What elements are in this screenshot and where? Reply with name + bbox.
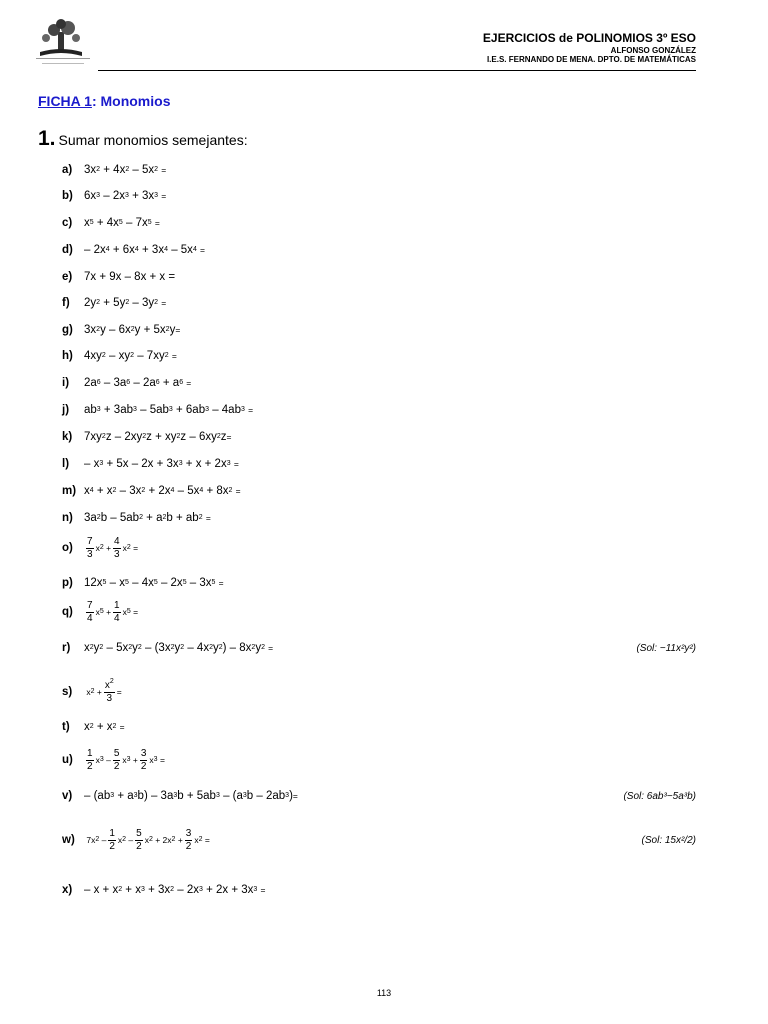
exercise-statement [38,127,248,151]
item-label: f) [62,297,70,309]
exercise-item-l [62,454,239,474]
item-label: q) [62,606,73,618]
exercise-item-q [62,599,139,624]
expression: 3a 2 b – 5ab 2 + a 2 b + ab 2 = [84,512,211,524]
ficha-link[interactable]: FICHA 1 [38,93,92,109]
expression: 12x 5 – x 5 – 4x 5 – 2x 5 – 3x 5 = [84,577,224,589]
exercise-item-e [62,267,175,287]
expression: 7x 2 – $\frac{1}{2}$ x 2 – $\frac{5}{2}$ x 2 + 2x 2 + $\frac{3}{2}$ x 2 = [84,827,210,852]
exercise-item-f [62,293,166,313]
expression: $\frac{1}{2}$ x 3 – $\frac{5}{2}$ x 3 + $\frac{3}{2}$ x 3 = [87,747,165,772]
section-title [38,93,170,109]
exercise-item-k [62,427,231,447]
item-label: j) [62,404,70,416]
section-subtitle: : Monomios [91,93,171,109]
expression: – (ab 3 + a 3 b) – 3a 3 b + 5ab 3 – (a 3 b – 2ab 3 ) = [84,790,298,802]
item-label: b) [62,190,73,202]
expression: x 4 + x 2 – 3x 2 + 2x 4 – 5x 4 + 8x 2 = [84,485,241,497]
exercise-item-m [62,481,241,501]
solution-w: (Sol: 15x²/2) [641,834,696,846]
expression: – 2x 4 + 6x 4 + 3x 4 – 5x 4 = [84,244,206,256]
exercise-item-u [62,747,165,772]
item-label: m) [62,485,77,497]
exercise-item-i [62,373,191,393]
item-label: a) [62,164,73,176]
expression: 4xy 2 – xy 2 – 7xy 2 = [84,350,177,362]
exercise-item-b [62,186,166,206]
exercise-item-c [62,213,160,233]
item-label: r) [62,642,71,654]
exercise-item-d [62,240,205,260]
item-label: i) [62,377,70,389]
expression: 3x 2 y – 6x 2 y + 5x 2 y = [84,324,181,336]
solution-v: (Sol: 6ab³−5a³b) [623,790,696,802]
item-label: o) [62,542,73,554]
item-label: e) [62,271,73,283]
page-number: 113 [376,988,392,998]
exercise-item-t [62,717,125,737]
item-label: h) [62,350,73,362]
exercise-item-p [62,573,224,593]
expression: – x + x 2 + x 3 + 3x 2 – 2x 3 + 2x + 3x 3 = [84,884,266,896]
expression: – x 3 + 5x – 2x + 3x 3 + x + 2x 3 = [84,458,239,470]
item-label: l) [62,458,70,470]
exercise-item-s [62,677,122,704]
item-label: w) [62,834,75,846]
exercise-item-g [62,320,180,340]
item-label: d) [62,244,73,256]
school-logo [32,18,94,70]
item-label: k) [62,431,73,443]
exercise-text: Sumar monomios semejantes: [58,132,248,148]
document-title: EJERCICIOS de POLINOMIOS 3º ESO [482,31,696,45]
item-label: u) [62,754,73,766]
expression: 3x 2 + 4x 2 – 5x 2 = [84,164,167,176]
exercise-item-j [62,400,253,420]
author-name: ALFONSO GONZÁLEZ [610,45,696,55]
item-label: g) [62,324,73,336]
item-label: v) [62,790,73,802]
exercise-item-v [62,786,298,806]
expression: x 2 + x 2 = [84,721,125,733]
exercise-item-x [62,880,265,900]
item-label: s) [62,686,73,698]
header-block [483,32,696,64]
exercise-item-r [62,638,273,658]
expression: 7x + 9x – 8x + x = [84,271,176,283]
expression: x 5 + 4x 5 – 7x 5 = [84,217,160,229]
expression: 2a 6 – 3a 6 – 2a 6 + a 6 = [84,377,192,389]
expression: 7xy 2 z – 2xy 2 z + xy 2 z – 6xy 2 z = [84,431,232,443]
item-label: n) [62,512,73,524]
expression: 2y 2 + 5y 2 – 3y 2 = [84,297,167,309]
exercise-number: 1. [38,127,56,150]
expression: 6x 3 – 2x 3 + 3x 3 = [84,190,167,202]
exercise-item-o [62,535,139,560]
expression: ab 3 + 3ab 3 – 5ab 3 + 6ab 3 – 4ab 3 = [84,404,254,416]
exercise-item-a [62,160,166,180]
exercise-item-w [62,827,210,852]
item-label: c) [62,217,73,229]
solution-r: (Sol: −11x²y²) [636,642,696,654]
expression: $\frac{7}{4}$ x 5 + $\frac{1}{4}$ x 5 = [87,599,139,624]
header-divider [98,70,696,71]
item-label: x) [62,884,73,896]
expression: $\frac{7}{3}$ x 2 + $\frac{4}{3}$ x 2 = [87,535,139,560]
school-name: I.E.S. FERNANDO DE MENA. DPTO. DE MATEMÁTICAS [486,54,696,64]
item-label: p) [62,577,73,589]
exercise-item-h [62,346,177,366]
exercise-item-n [62,508,211,528]
expression: x 2 y 2 – 5x 2 y 2 – (3x 2 y 2 – 4x 2 y 2 ) – 8x 2 y 2 = [84,642,274,654]
item-label: t) [62,721,70,733]
expression: x 2 + $\frac{x^2}{3}$ = [84,677,122,704]
